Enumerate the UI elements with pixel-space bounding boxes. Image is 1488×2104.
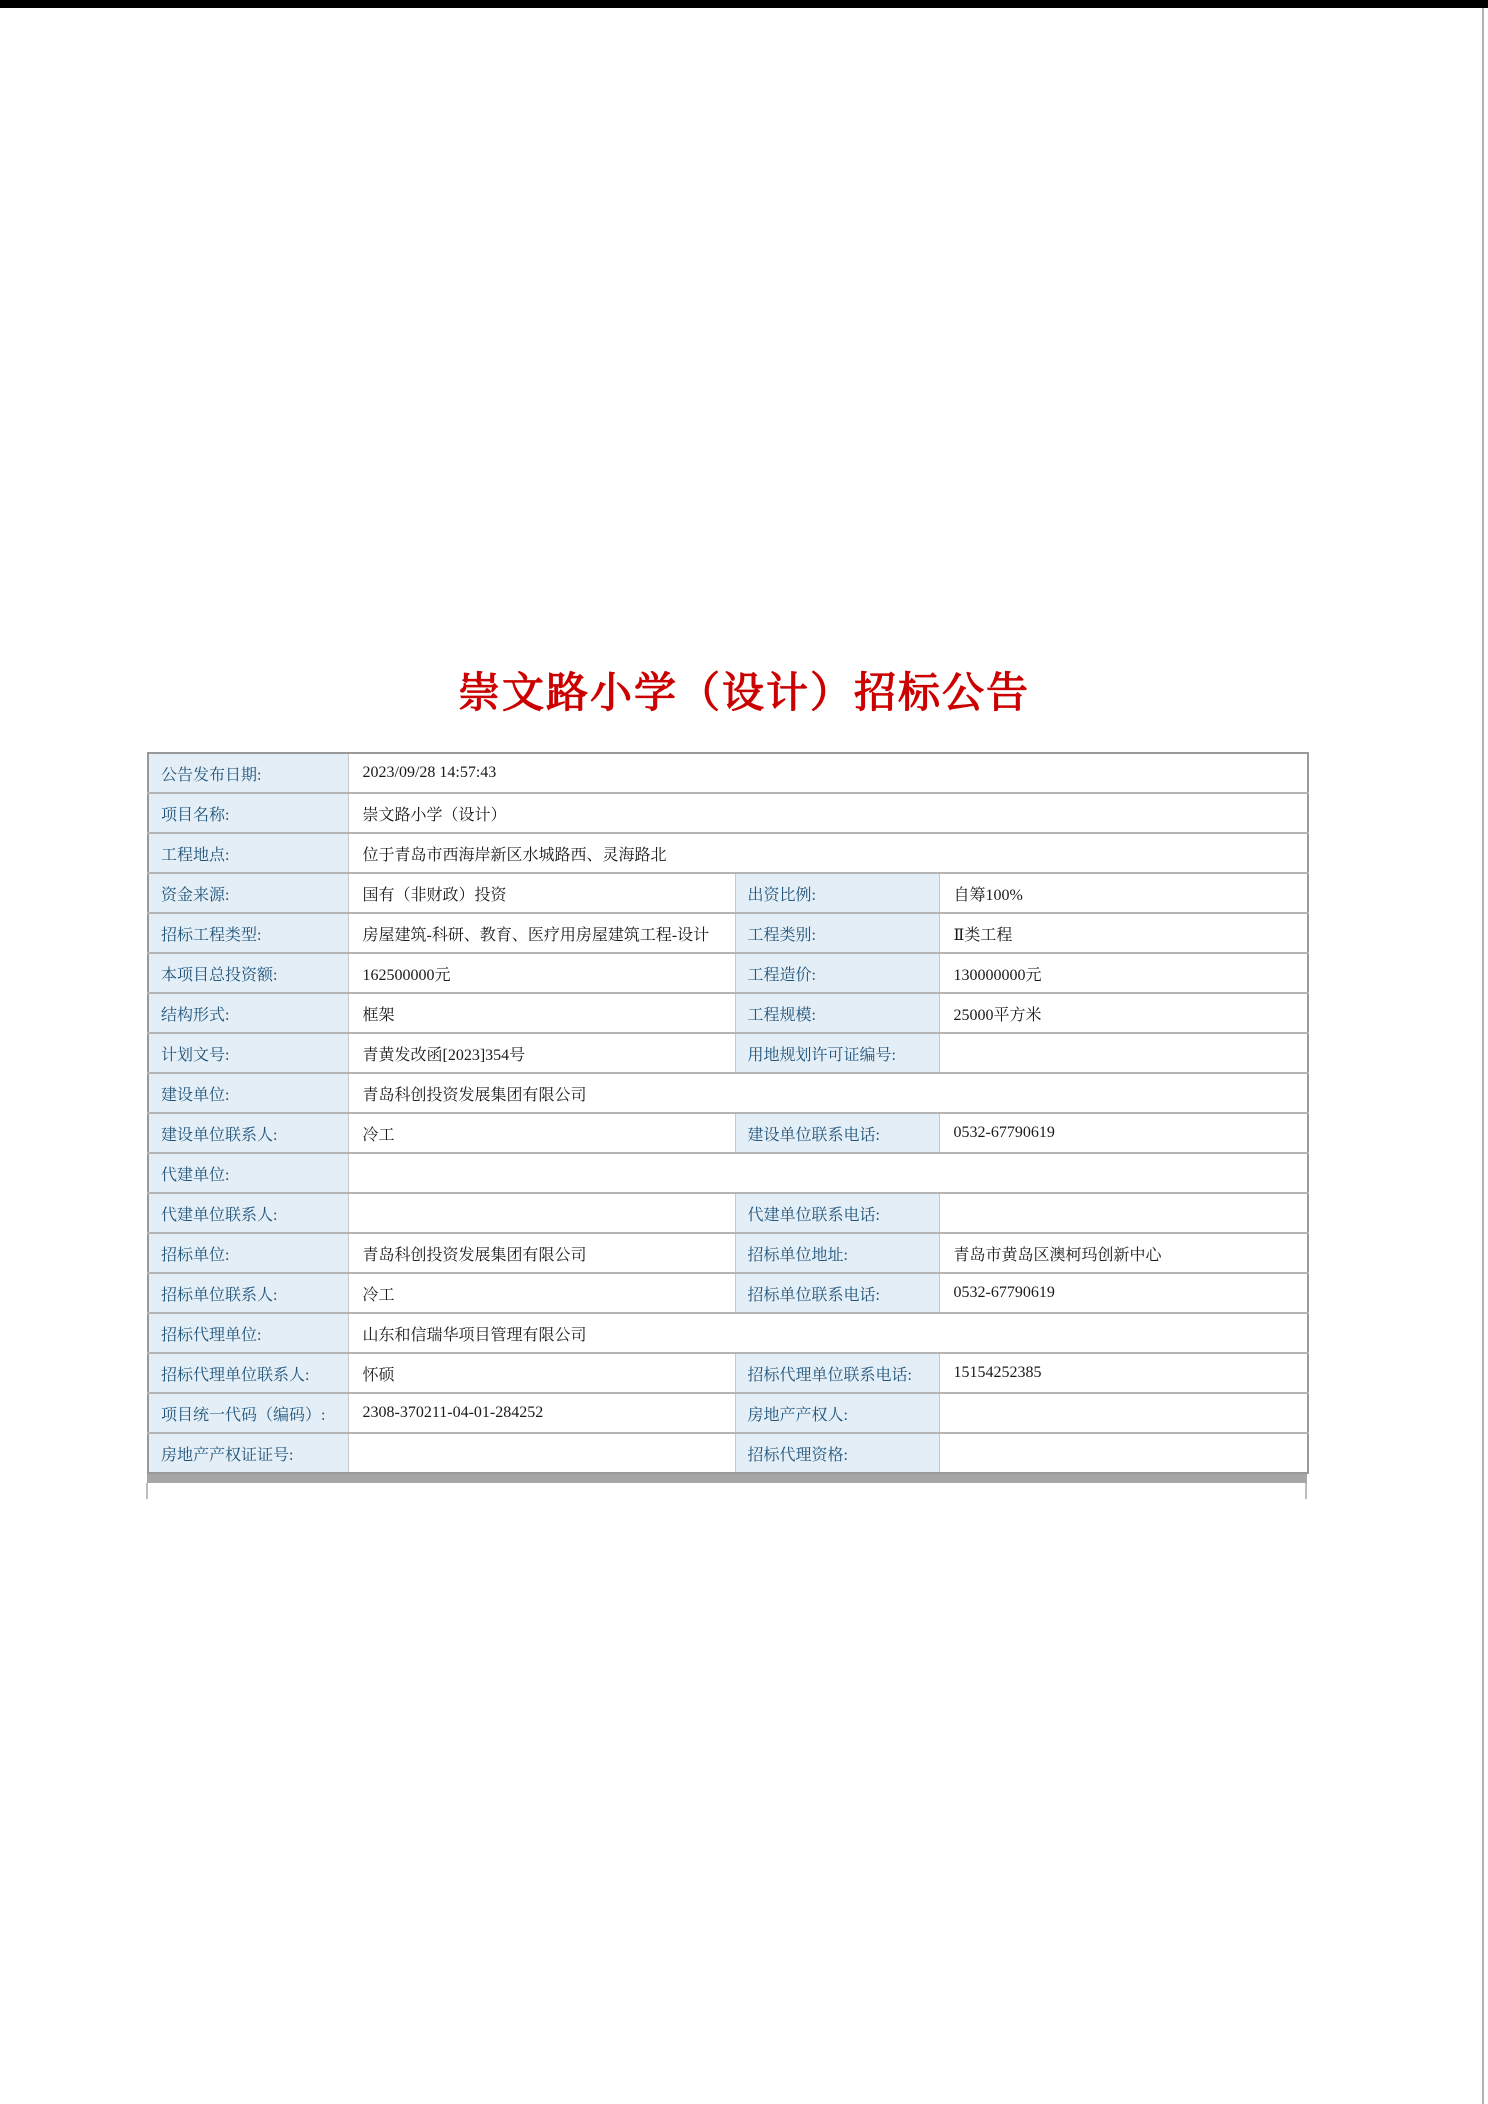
field-label: 招标代理单位联系电话: — [735, 1353, 939, 1393]
field-label: 用地规划许可证编号: — [735, 1033, 939, 1073]
field-value: 130000000元 — [939, 953, 1308, 993]
field-label: 招标工程类型: — [148, 913, 348, 953]
field-label: 项目名称: — [148, 793, 348, 833]
field-label: 招标单位地址: — [735, 1233, 939, 1273]
table-row — [148, 793, 1308, 833]
page-title: 崇文路小学（设计）招标公告 — [457, 669, 1030, 716]
field-value — [348, 1433, 735, 1473]
field-value: 青岛科创投资发展集团有限公司 — [348, 1073, 1308, 1113]
table-row — [148, 913, 1308, 953]
field-label: 出资比例: — [735, 873, 939, 913]
field-value: 2023/09/28 14:57:43 — [348, 753, 1308, 793]
table-row — [148, 953, 1308, 993]
field-value: 房屋建筑-科研、教育、医疗用房屋建筑工程-设计 — [348, 913, 735, 953]
field-label: 工程造价: — [735, 953, 939, 993]
table-row — [148, 1353, 1308, 1393]
field-label: 房地产产权人: — [735, 1393, 939, 1433]
table-row — [148, 1273, 1308, 1313]
field-value: 15154252385 — [939, 1353, 1308, 1393]
field-label: 工程类别: — [735, 913, 939, 953]
field-label: 房地产产权证证号: — [148, 1433, 348, 1473]
table-row — [148, 1193, 1308, 1233]
field-value: 青岛科创投资发展集团有限公司 — [348, 1233, 735, 1273]
field-label: 建设单位联系人: — [148, 1113, 348, 1153]
field-value: 青黄发改函[2023]354号 — [348, 1033, 735, 1073]
table-row — [148, 1033, 1308, 1073]
field-label: 公告发布日期: — [148, 753, 348, 793]
table-row — [148, 1113, 1308, 1153]
field-label: 招标代理单位联系人: — [148, 1353, 348, 1393]
field-value: 国有（非财政）投资 — [348, 873, 735, 913]
field-value: 冷工 — [348, 1273, 735, 1313]
field-label: 工程地点: — [148, 833, 348, 873]
field-value: 0532-67790619 — [939, 1273, 1308, 1313]
field-value: 框架 — [348, 993, 735, 1033]
table-row — [148, 873, 1308, 913]
horizontal-scrollbar[interactable] — [147, 1474, 1307, 1483]
field-value: 162500000元 — [348, 953, 735, 993]
field-value: 0532-67790619 — [939, 1113, 1308, 1153]
field-label: 计划文号: — [148, 1033, 348, 1073]
field-value — [939, 1393, 1308, 1433]
field-label: 工程规模: — [735, 993, 939, 1033]
field-value: 2308-370211-04-01-284252 — [348, 1393, 735, 1433]
field-value — [348, 1153, 1308, 1193]
table-row — [148, 1153, 1308, 1193]
field-value — [939, 1193, 1308, 1233]
field-label: 结构形式: — [148, 993, 348, 1033]
field-label: 项目统一代码（编码）: — [148, 1393, 348, 1433]
field-value: 自筹100% — [939, 873, 1308, 913]
table-row — [148, 753, 1308, 793]
field-label: 本项目总投资额: — [148, 953, 348, 993]
table-row — [148, 833, 1308, 873]
field-value: 冷工 — [348, 1113, 735, 1153]
field-value: 25000平方米 — [939, 993, 1308, 1033]
field-value: 怀硕 — [348, 1353, 735, 1393]
table-row — [148, 993, 1308, 1033]
table-row — [148, 1073, 1308, 1113]
table-row — [148, 1233, 1308, 1273]
table-row — [148, 1393, 1308, 1433]
field-label: 招标代理单位: — [148, 1313, 348, 1353]
field-value: 崇文路小学（设计） — [348, 793, 1308, 833]
field-value: 位于青岛市西海岸新区水城路西、灵海路北 — [348, 833, 1308, 873]
field-label: 代建单位: — [148, 1153, 348, 1193]
container-border-stub-right — [1305, 1483, 1307, 1499]
field-label: 资金来源: — [148, 873, 348, 913]
field-value: Ⅱ类工程 — [939, 913, 1308, 953]
frame-right-border — [1482, 8, 1484, 2104]
field-label: 招标代理资格: — [735, 1433, 939, 1473]
container-border-stub-left — [146, 1483, 148, 1499]
field-value — [939, 1033, 1308, 1073]
field-label: 招标单位: — [148, 1233, 348, 1273]
field-value — [939, 1433, 1308, 1473]
field-label: 代建单位联系人: — [148, 1193, 348, 1233]
table-row — [148, 1313, 1308, 1353]
field-label: 招标单位联系电话: — [735, 1273, 939, 1313]
field-label: 建设单位: — [148, 1073, 348, 1113]
announcement-table — [147, 752, 1309, 1474]
field-label: 招标单位联系人: — [148, 1273, 348, 1313]
field-value: 山东和信瑞华项目管理有限公司 — [348, 1313, 1308, 1353]
field-value — [348, 1193, 735, 1233]
top-black-bar — [0, 0, 1488, 8]
field-label: 代建单位联系电话: — [735, 1193, 939, 1233]
field-value: 青岛市黄岛区澳柯玛创新中心 — [939, 1233, 1308, 1273]
field-label: 建设单位联系电话: — [735, 1113, 939, 1153]
table-row — [148, 1433, 1308, 1473]
